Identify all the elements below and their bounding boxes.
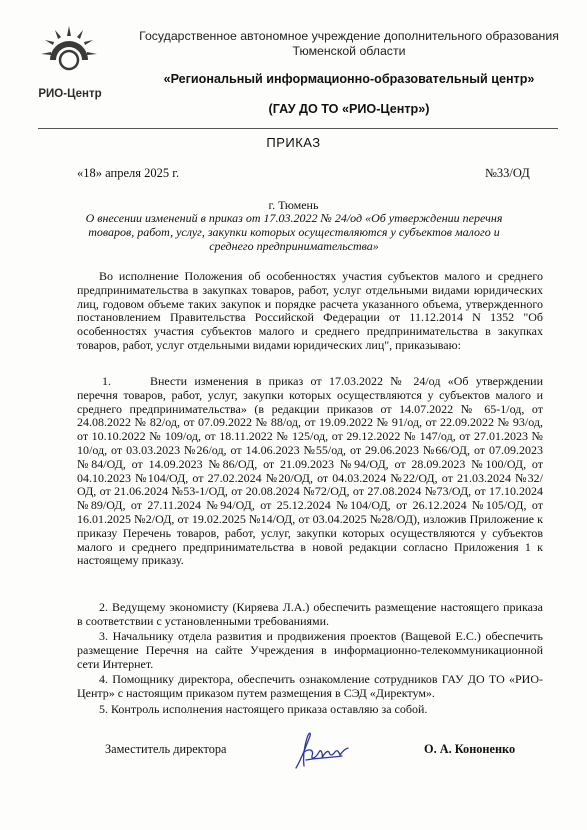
signer-name: О. А. Кононенко (424, 742, 516, 756)
item-1-paragraph (77, 375, 543, 568)
org-type-line: Государственное автономное учреждение дополнительного образования (139, 29, 559, 43)
item-3-paragraph: 3. Начальнику отдела развития и продвижения проектов (Ващевой Е.С.) обеспечить размещение Перечня на сайте Учреждения в информационно-телекоммуникационной сети Интернет. (77, 629, 543, 671)
handwritten-signature (292, 728, 350, 772)
item-1-text: Внести изменения в приказ от 17.03.2022 № 24/од «Об утверждении перечня товаров, работ, услуг, закупки которых осуществляются у субъектов малого и среднего предпринимательства» (в редакции приказов от 14.07.2022 № 65-1/од, от 24.08.2022 № 82/од, от 07.09.2022 № 88/од, от 19.09.2022 № 91/од, от 22.09.2022 № 93/од, от 10.10.2022 № 109/од, от 18.11.2022 № 125/од, от 29.12.2022 № 147/од, от 27.01.2023 № 10/од, от 03.03.2023 №26/од, от 14.06.2023 №55/од, от 29.06.2023 №66/ОД, от 07.09.2023 №84/ОД, от 14.09.2023 №86/ОД, от 21.09.2023 №94/ОД, от 28.09.2023 №100/ОД, от 04.10.2023 №104/ОД, от 27.02.2024 №20/ОД, от 04.03.2024 №22/ОД, от 21.03.2024 №32/ОД, от 21.06.2024 №53-1/ОД, от 20.08.2024 №72/ОД, от 27.08.2024 №73/ОД, от 17.10.2024 №89/ОД, от 27.11.2024 №94/ОД, от 25.12.2024 №104/ОД, от 26.12.2024 №105/ОД, от 16.01.2025 №2/ОД, от 19.02.2025 №14/ОД, от 03.04.2025 №28/ОД), изложив Приложение к приказу Перечень товаров, работ, услуг, закупки которых осуществляются у субъектов малого и среднего предпринимательства в новой редакции согласно Приложения 1 к настоящему приказу. (77, 374, 543, 568)
item-2-paragraph: 2. Ведущему экономисту (Киряева Л.А.) обеспечить размещение настоящего приказа в соответствии с установленными требованиями. (77, 600, 543, 628)
document-subject: О внесении изменений в приказ от 17.03.2022 № 24/од «Об утверждении перечня товаров, работ, услуг, закупки которых осуществляются у субъектов малого и среднего предпринимательства» (85, 211, 503, 253)
logo-text: РИО-Центр (38, 88, 102, 100)
preamble-paragraph: Во исполнение Положения об особенностях участия субъектов малого и среднего предпринимательства в закупках товаров, работ, услуг отдельными видами юридических лиц, годовом объеме таких закупок и порядке расчета указанного объема, утвержденного постановлением Правительства Российской Федерации от 11.12.2014 N 1352 "Об особенностях участия субъектов малого и среднего предпринимательства в закупках товаров, работ, услуг отдельными видами юридических лиц", приказываю: (77, 269, 543, 352)
document-number: №33/ОД (485, 166, 530, 180)
org-short-name: (ГАУ ДО ТО «РИО-Центр») (268, 102, 430, 116)
item-5-paragraph: 5. Контроль исполнения настоящего приказа оставляю за собой. (99, 702, 428, 716)
document-date: «18» апреля 2025 г. (77, 166, 180, 180)
org-region-line: Тюменской области (292, 44, 406, 58)
org-logo (30, 24, 106, 108)
org-name: «Региональный информационно-образовательный центр» (163, 72, 535, 86)
item-1-number: 1. (102, 374, 111, 388)
document-title: ПРИКАЗ (266, 135, 321, 150)
document-city: г. Тюмень (268, 198, 319, 212)
sun-logo-icon (38, 24, 100, 86)
signer-position: Заместитель директора (105, 742, 227, 756)
header-divider (38, 128, 558, 129)
item-4-paragraph: 4. Помощнику директора, обеспечить ознакомление сотрудников ГАУ ДО ТО «РИО-Центр» с настоящим приказом путем размещения в СЭД «Директум». (77, 672, 543, 700)
